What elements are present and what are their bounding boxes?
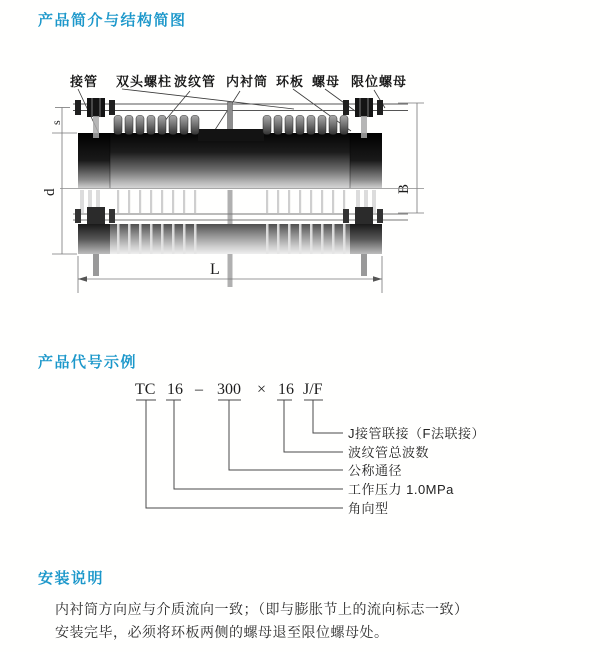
label-ring-plate: 环板 — [276, 74, 305, 89]
code-annotation-waves: 波纹管总波数 — [348, 445, 430, 460]
dim-s-label: s — [49, 120, 63, 125]
code-seg-pressure: 16 — [167, 381, 183, 398]
install-text-line1: 内衬筒方向应与介质流向一致；（即与膨胀节上的流向标志一致） — [55, 601, 469, 617]
section-title-intro: 产品简介与结构简图 — [38, 12, 187, 29]
dim-d-label: d — [42, 188, 58, 196]
code-seg-waves: 16 — [278, 381, 294, 398]
structure-diagram — [0, 60, 500, 306]
install-text-line2: 安装完毕，必须将环板两侧的螺母退至限位螺母处。 — [55, 624, 389, 640]
code-seg-times: × — [257, 381, 267, 398]
code-seg-connect: J/F — [303, 381, 323, 398]
dim-b-label: B — [396, 183, 412, 194]
label-connection-pipe: 接管 — [70, 74, 99, 89]
section-title-install: 安装说明 — [38, 570, 105, 587]
label-bellows: 波纹管 — [174, 74, 217, 89]
code-seg-dash: – — [195, 381, 203, 398]
center-stud-top — [228, 102, 233, 133]
tie-rod-bottom — [73, 207, 408, 224]
code-annotation-connection: J接管联接（F法联接） — [348, 426, 485, 441]
code-seg-diameter: 300 — [217, 381, 241, 398]
tie-rod-top — [73, 98, 408, 133]
section-title-code: 产品代号示例 — [38, 354, 138, 371]
code-annotation-pressure: 工作压力 1.0MPa — [348, 482, 454, 497]
dimension-b — [396, 103, 424, 213]
label-limit-nut: 限位螺母 — [351, 74, 408, 89]
label-double-end-stud: 双头螺柱 — [116, 74, 173, 89]
code-annotation-type: 角向型 — [348, 501, 389, 516]
dimension-s — [49, 108, 70, 134]
liner-collar — [198, 129, 264, 141]
code-seg-type: TC — [135, 381, 156, 398]
code-annotation-diameter: 公称通径 — [348, 463, 403, 478]
dim-l-label: L — [210, 261, 220, 278]
label-inner-liner: 内衬筒 — [226, 74, 269, 89]
dimension-d — [42, 133, 77, 254]
label-nut: 螺母 — [312, 74, 341, 89]
part-labels — [69, 74, 407, 89]
